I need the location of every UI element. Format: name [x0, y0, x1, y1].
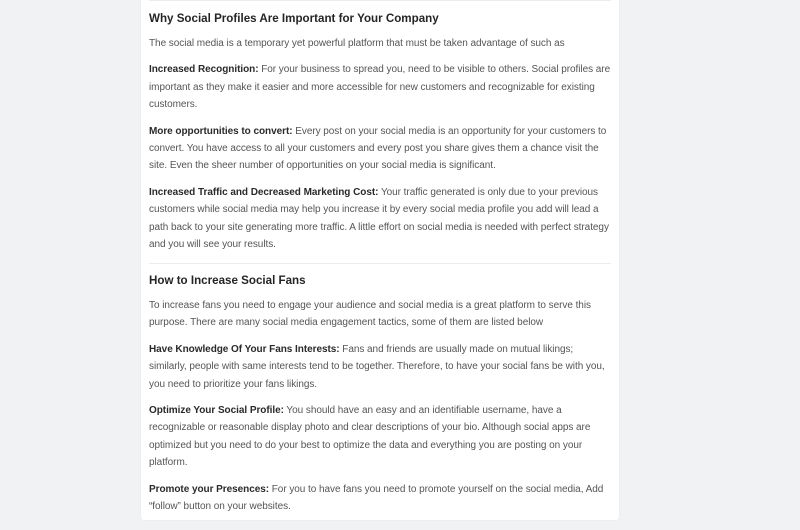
item-label: Promote your Presences: [149, 483, 270, 495]
item-label: Have Knowledge Of Your Fans Interests: [149, 343, 340, 355]
list-item [149, 61, 611, 113]
section-why-social-profiles [149, 11, 611, 253]
item-label: Optimize Your Social Profile: [149, 405, 284, 417]
item-text: Every post on your social media is an opportunity for your customers to convert. You have access to all your customers and every post you share gives them a chance visit the site. Even the sheer number of opportunities on your social media is significant. [149, 125, 607, 172]
list-item [149, 402, 611, 472]
section-divider [149, 263, 611, 264]
item-label: More opportunities to convert: [149, 125, 293, 137]
item-label: Increased Recognition: [149, 64, 259, 76]
article-card [141, 0, 619, 520]
section-intro: To increase fans you need to engage your audience and social media is a great platform to serve this purpose. There are many social media engagement tactics, some of them are listed below [149, 300, 591, 329]
section-increase-social-fans [149, 273, 611, 515]
section-intro: The social media is a temporary yet powerful platform that must be taken advantage of such as [149, 38, 565, 49]
item-text: Fans and friends are usually made on mutual likings; similarly, people with same interests tend to be together. Therefore, to have your social fans be with you, you need to prioritize your fans likings. [149, 343, 605, 390]
item-text: For you to have fans you need to promote yourself on the social media, Add “follow” button on your websites. [149, 483, 604, 513]
list-item [149, 481, 611, 516]
item-text: For your business to spread you, need to be visible to others. Social profiles are important as they make it easier and more accessible for new customers and recognizable for existing customers. [149, 64, 611, 111]
item-label: Increased Traffic and Decreased Marketing Cost: [149, 186, 379, 198]
section-title: Why Social Profiles Are Important for Your Company [149, 12, 439, 25]
list-item [149, 184, 611, 254]
list-item [149, 341, 611, 393]
list-item [149, 123, 611, 175]
top-divider [149, 0, 611, 1]
item-text: You should have an easy and an identifiable username, have a recognizable or reasonable display photo and clear descriptions of your bio. Although social apps are optimized but you need to do your best to optimize the data and everything you are posting on your platform. [149, 405, 591, 469]
item-text: Your traffic generated is only due to your previous customers while social media may help you increase it by every social media profile you add will lead a path back to your site generating more traffic. A little effort on social media is needed with perfect strategy and you will see your results. [149, 186, 609, 251]
section-title: How to Increase Social Fans [149, 274, 306, 287]
